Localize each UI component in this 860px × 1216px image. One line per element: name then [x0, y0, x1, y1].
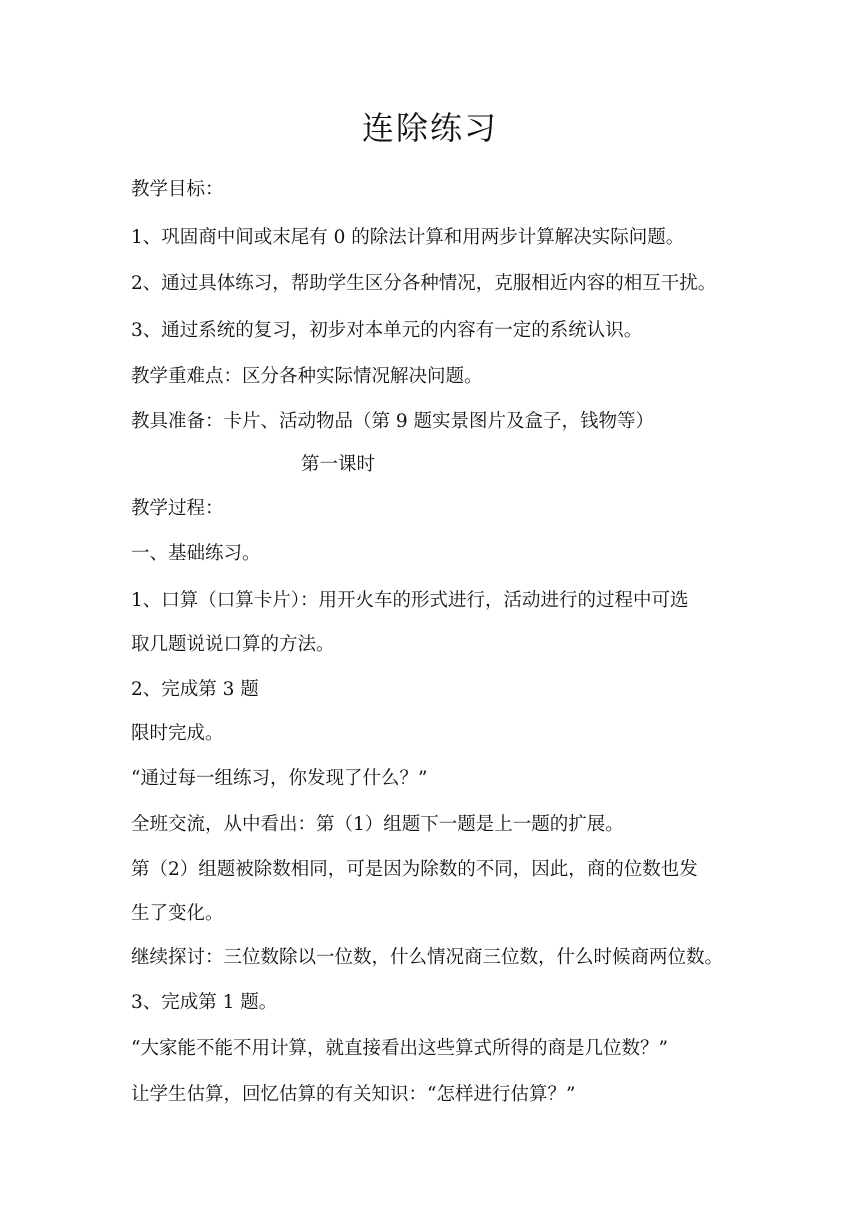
- paragraph-line: 2、完成第 3 题: [131, 679, 259, 700]
- paragraph-line: 取几题说说口算的方法。: [131, 634, 335, 655]
- teaching-aids-line: 教具准备：卡片、活动物品（第 9 题实景图片及盒子，钱物等）: [131, 411, 655, 432]
- paragraph-line: 生了变化。: [131, 903, 224, 924]
- paragraph-line: 第（2）组题被除数相同，可是因为除数的不同，因此，商的位数也发: [131, 859, 698, 880]
- paragraph-line: 全班交流，从中看出：第（1）组题下一题是上一题的扩展。: [131, 814, 624, 835]
- paragraph-line: 继续探讨：三位数除以一位数，什么情况商三位数，什么时候商两位数。: [131, 947, 724, 968]
- paragraph-line: 让学生估算，回忆估算的有关知识：“怎样进行估算？”: [131, 1084, 576, 1105]
- paragraph-line: 3、完成第 1 题。: [131, 992, 278, 1013]
- goal-item-2: 2、通过具体练习，帮助学生区分各种情况，克服相近内容的相互干扰。: [131, 273, 717, 294]
- heading-teaching-process: 教学过程：: [131, 498, 224, 519]
- section-basic-practice: 一、基础练习。: [131, 543, 261, 564]
- paragraph-line: 限时完成。: [131, 723, 224, 744]
- goal-item-3: 3、通过系统的复习，初步对本单元的内容有一定的系统认识。: [131, 320, 643, 341]
- paragraph-line: 1、口算（口算卡片）：用开火车的形式进行，活动进行的过程中可选: [131, 590, 689, 611]
- key-difficulty-line: 教学重难点：区分各种实际情况解决问题。: [131, 366, 483, 387]
- lesson-period-heading: 第一课时: [301, 454, 376, 475]
- paragraph-line: “通过每一组练习，你发现了什么？”: [131, 768, 428, 789]
- paragraph-line: “大家能不能不用计算，就直接看出这些算式所得的商是几位数？”: [131, 1038, 668, 1059]
- goal-item-1: 1、巩固商中间或末尾有 0 的除法计算和用两步计算解决实际问题。: [131, 227, 685, 248]
- document-title: 连除练习: [361, 109, 498, 147]
- heading-teaching-goals: 教学目标：: [131, 179, 224, 200]
